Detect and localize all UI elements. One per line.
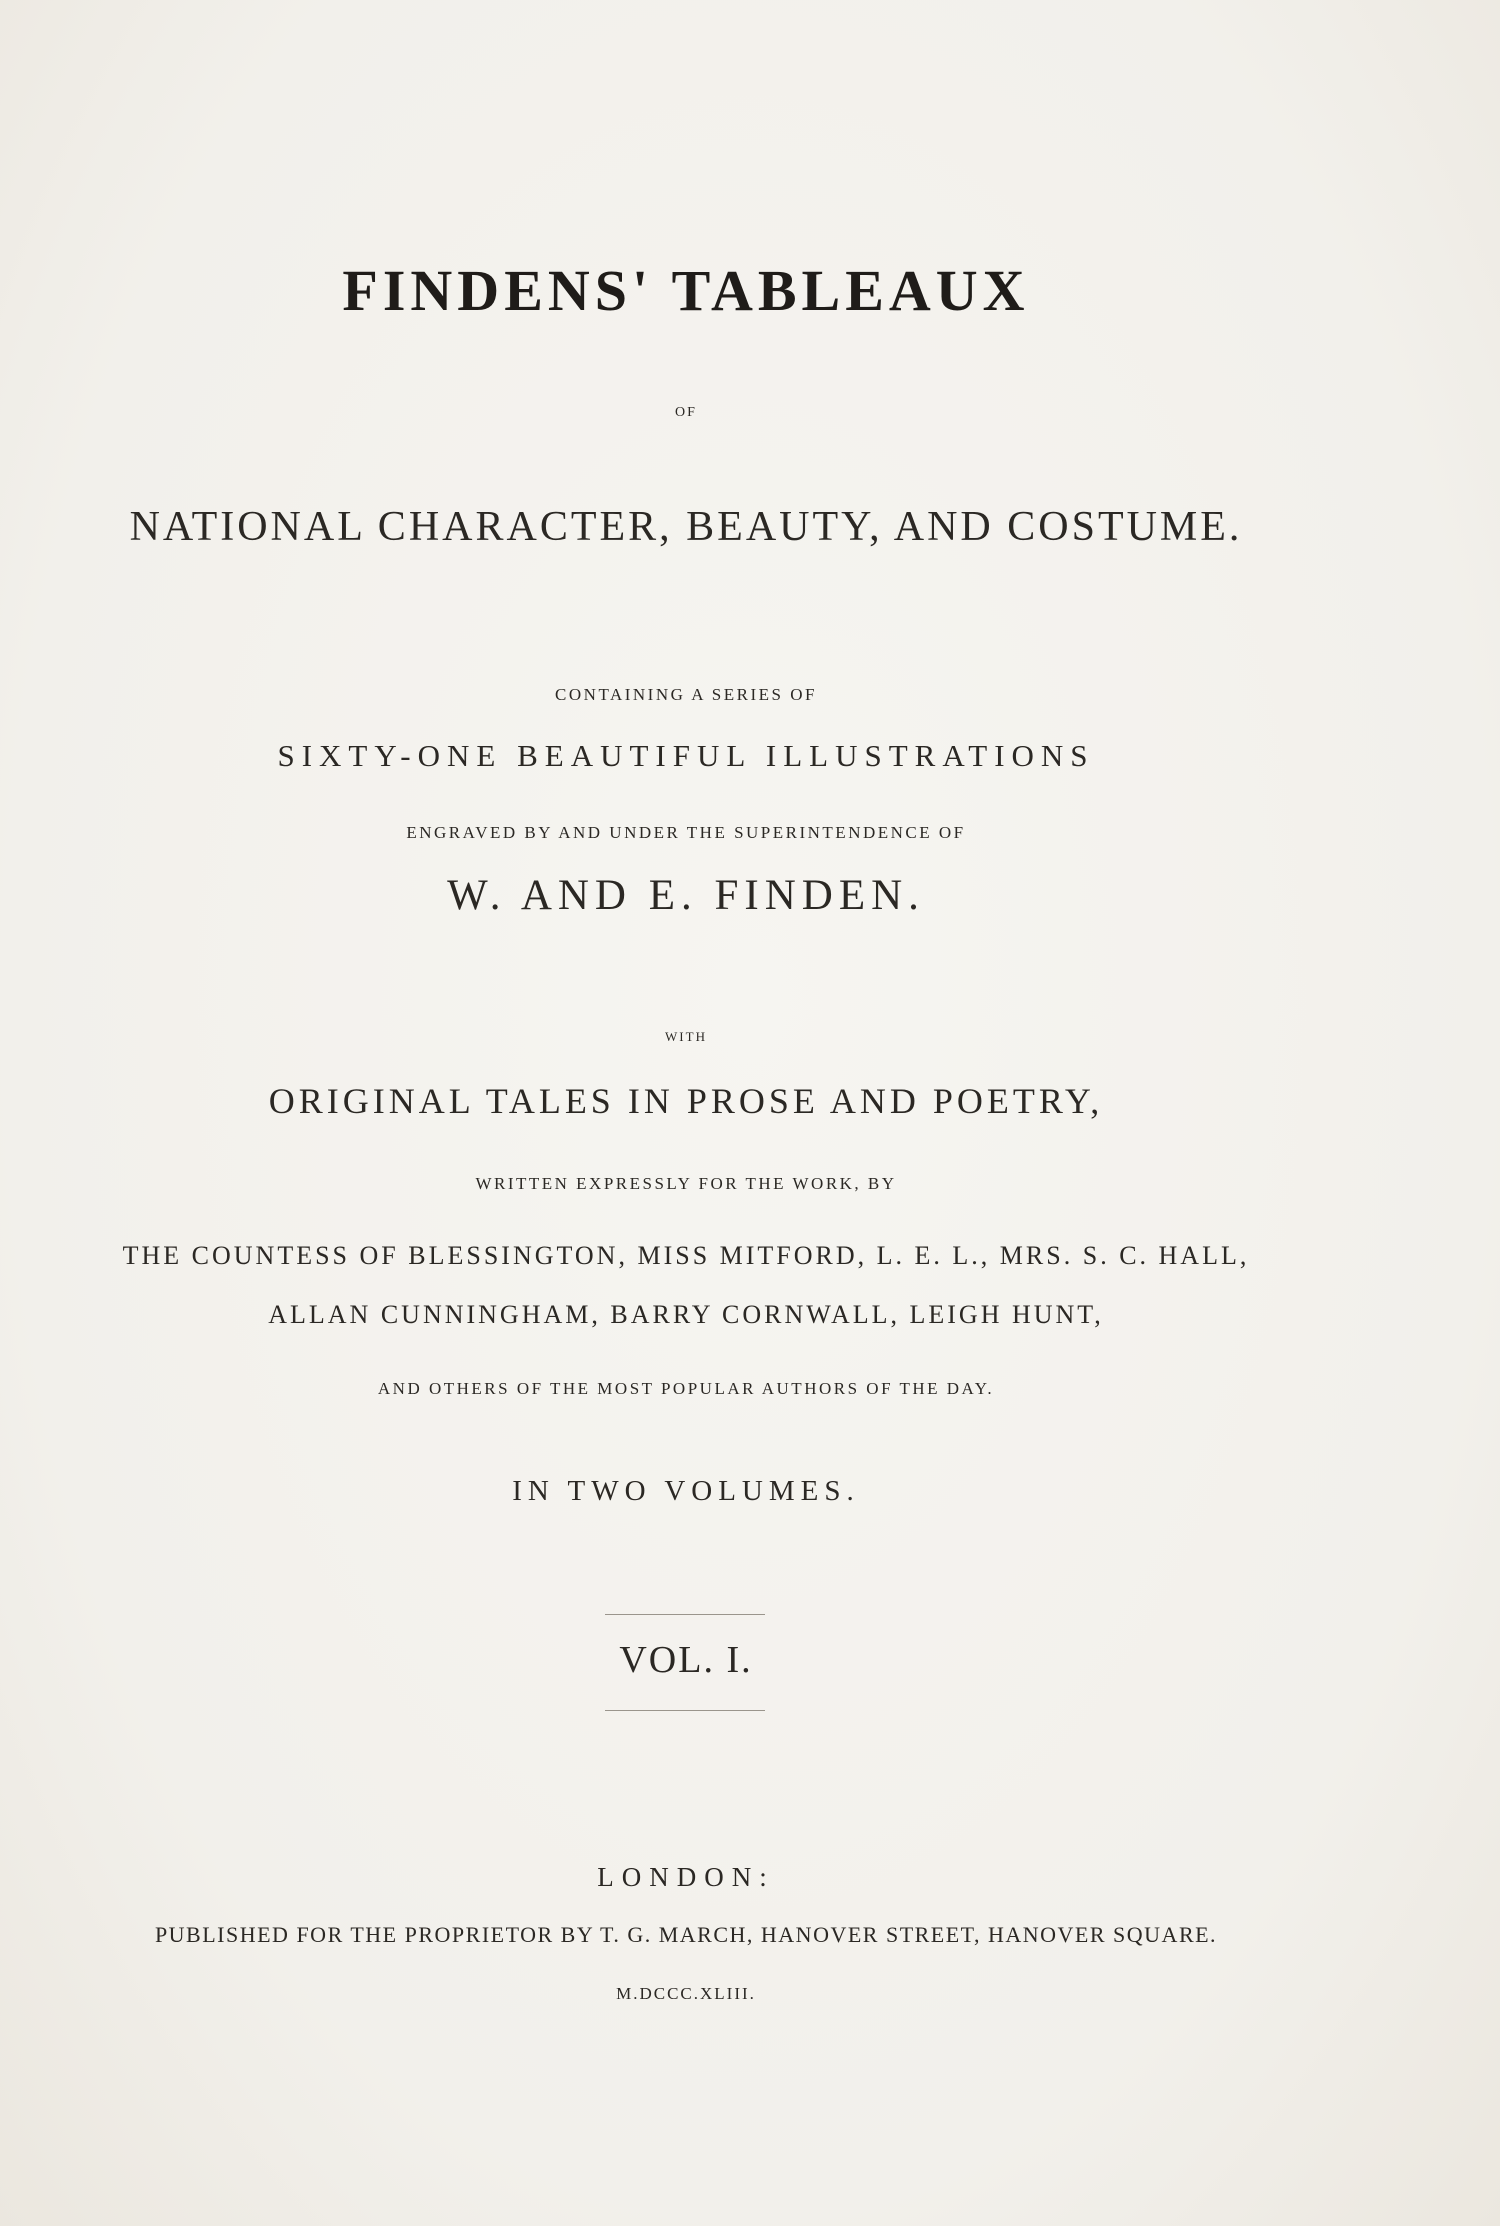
- written-line: WRITTEN EXPRESSLY FOR THE WORK, BY: [475, 1174, 897, 1193]
- with-connector: WITH: [665, 1029, 707, 1044]
- publication-date: M.DCCC.XLIII.: [616, 1984, 756, 2003]
- containing-line: CONTAINING A SERIES OF: [555, 685, 817, 704]
- authors-line-2: ALLAN CUNNINGHAM, BARRY CORNWALL, LEIGH HUNT,: [268, 1300, 1104, 1329]
- divider-top: [605, 1614, 765, 1615]
- of-connector: OF: [675, 405, 697, 420]
- book-title: FINDENS' TABLEAUX: [342, 258, 1030, 323]
- volume-number: VOL. I.: [619, 1639, 753, 1681]
- publisher-line: PUBLISHED FOR THE PROPRIETOR BY T. G. MARCH, HANOVER STREET, HANOVER SQUARE.: [154, 1922, 1218, 1947]
- divider-bottom: [605, 1710, 765, 1711]
- others-line: AND OTHERS OF THE MOST POPULAR AUTHORS OF THE DAY.: [377, 1379, 995, 1398]
- engravers-name: W. AND E. FINDEN.: [447, 872, 925, 919]
- authors-line-1: THE COUNTESS OF BLESSINGTON, MISS MITFORD, L. E. L., MRS. S. C. HALL,: [122, 1241, 1250, 1270]
- place-of-publication: LONDON:: [597, 1862, 775, 1892]
- engraved-line: ENGRAVED BY AND UNDER THE SUPERINTENDENCE OF: [406, 823, 966, 842]
- tales-line: ORIGINAL TALES IN PROSE AND POETRY,: [268, 1081, 1104, 1121]
- illustrations-line: SIXTY-ONE BEAUTIFUL ILLUSTRATIONS: [277, 738, 1095, 773]
- book-subtitle: NATIONAL CHARACTER, BEAUTY, AND COSTUME.: [129, 504, 1243, 550]
- volumes-line: IN TWO VOLUMES.: [512, 1475, 860, 1507]
